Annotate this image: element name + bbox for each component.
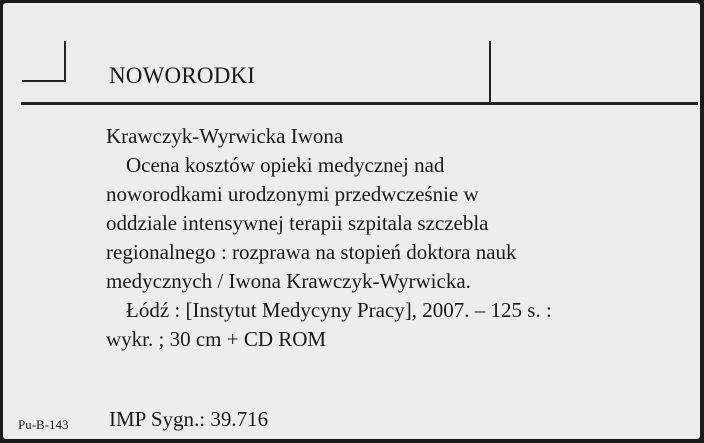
title-line-4: regionalnego : rozprawa na stopień doktora nauk (106, 240, 517, 264)
title-line-5: medycznych / Iwona Krawczyk-Wyrwicka. (106, 269, 471, 293)
title-line-3: oddziale intensywnej terapii szpitala szczebla (106, 211, 489, 235)
heading-rule (21, 102, 698, 105)
call-number: IMP Sygn.: 39.716 (109, 407, 269, 431)
card-code: Pu-B-143 (18, 417, 69, 432)
heading-divider-vertical (489, 41, 491, 102)
corner-mark-horizontal (22, 80, 66, 82)
author-line: Krawczyk-Wyrwicka Iwona (106, 124, 344, 148)
subject-heading: NOWORODKI (109, 63, 256, 88)
corner-mark-vertical (64, 41, 66, 81)
title-line-1: Ocena kosztów opieki medycznej nad (126, 153, 445, 177)
publication-line: Łódź : [Instytut Medycyny Pracy], 2007. – 125 s. : (126, 298, 552, 322)
physical-description-line: wykr. ; 30 cm + CD ROM (106, 327, 327, 351)
bibliographic-description (106, 122, 666, 354)
catalog-card (3, 3, 700, 439)
title-line-2: noworodkami urodzonymi przedwcześnie w (106, 182, 479, 206)
